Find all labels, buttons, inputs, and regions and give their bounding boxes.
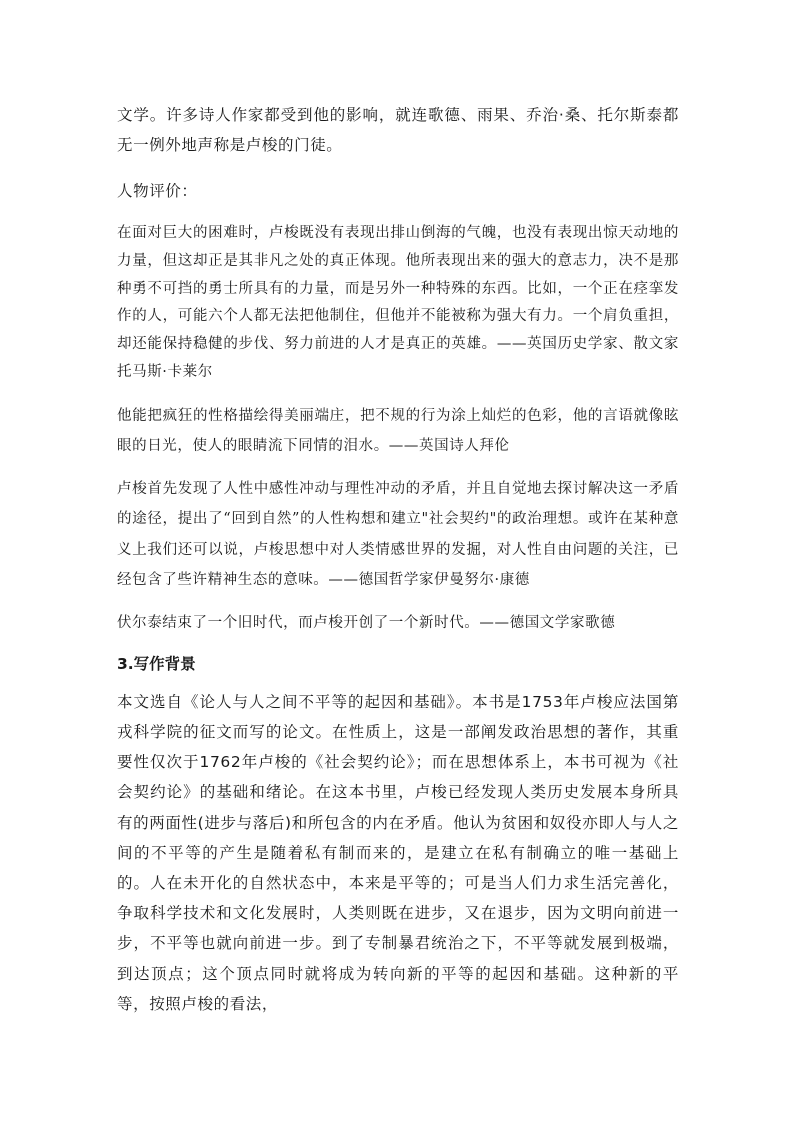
quote-goethe: 伏尔泰结束了一个旧时代，而卢梭开创了一个新时代。——德国文学家歌德	[117, 614, 616, 631]
quote-kant: 卢梭首先发现了人性中感性冲动与理性冲动的矛盾，并且自觉地去探讨解决这一矛盾的途径，提出了“回到自然”的人性构想和建立"社会契约"的政治理想。或许在某种意义上我们还可以说，卢梭思想中对人类情感世界的发掘，对人性自由问题的关注，已经包含了些许精神生态的意味。——德国哲学家伊曼努尔·康德	[117, 480, 679, 589]
quote-byron: 他能把疯狂的性格描绘得美丽端庄，把不规的行为涂上灿烂的色彩，他的言语就像眩眼的日光，使人的眼睛流下同情的泪水。——英国诗人拜伦	[117, 407, 679, 454]
intro-paragraph: 文学。许多诗人作家都受到他的影响，就连歌德、雨果、乔治·桑、托尔斯泰都无一例外地声称是卢梭的门徒。	[117, 106, 679, 154]
evaluation-label: 人物评价：	[117, 182, 198, 200]
document-page	[117, 100, 679, 1019]
quote-carlyle: 在面对巨大的困难时，卢梭既没有表现出排山倒海的气魄，也没有表现出惊天动地的力量，但这却正是其非凡之处的真正体现。他所表现出来的强大的意志力，决不是那种勇不可挡的勇士所具有的力量，而是另外一种特殊的东西。比如，一个正在痉挛发作的人，可能六个人都无法把他制住，但他并不能被称为强大有力。一个肩负重担，却还能保持稳健的步伐、努力前进的人才是真正的英雄。——英国历史学家、散文家托马斯·卡莱尔	[117, 225, 679, 380]
section-heading: 3.写作背景	[117, 654, 196, 673]
background-paragraph: 本文选自《论人与人之间不平等的起因和基础》。本书是1753年卢梭应法国第戎科学院的征文而写的论文。在性质上，这是一部阐发政治思想的著作，其重要性仅次于1762年卢梭的《社会契约论》；而在思想体系上，本书可视为《社会契约论》的基础和绪论。在这本书里，卢梭已经发现人类历史发展本身所具有的两面性(进步与落后)和所包含的内在矛盾。他认为贫困和奴役亦即人与人之间的不平等的产生是随着私有制而来的，是建立在私有制确立的唯一基础上的。人在未开化的自然状态中，本来是平等的；可是当人们力求生活完善化，争取科学技术和文化发展时，人类则既在进步，又在退步，因为文明向前进一步，不平等也就向前进一步。到了专制暴君统治之下，不平等就发展到极端，到达顶点；这个顶点同时就将成为转向新的平等的起因和基础。这种新的平等，按照卢梭的看法，	[117, 692, 679, 1013]
